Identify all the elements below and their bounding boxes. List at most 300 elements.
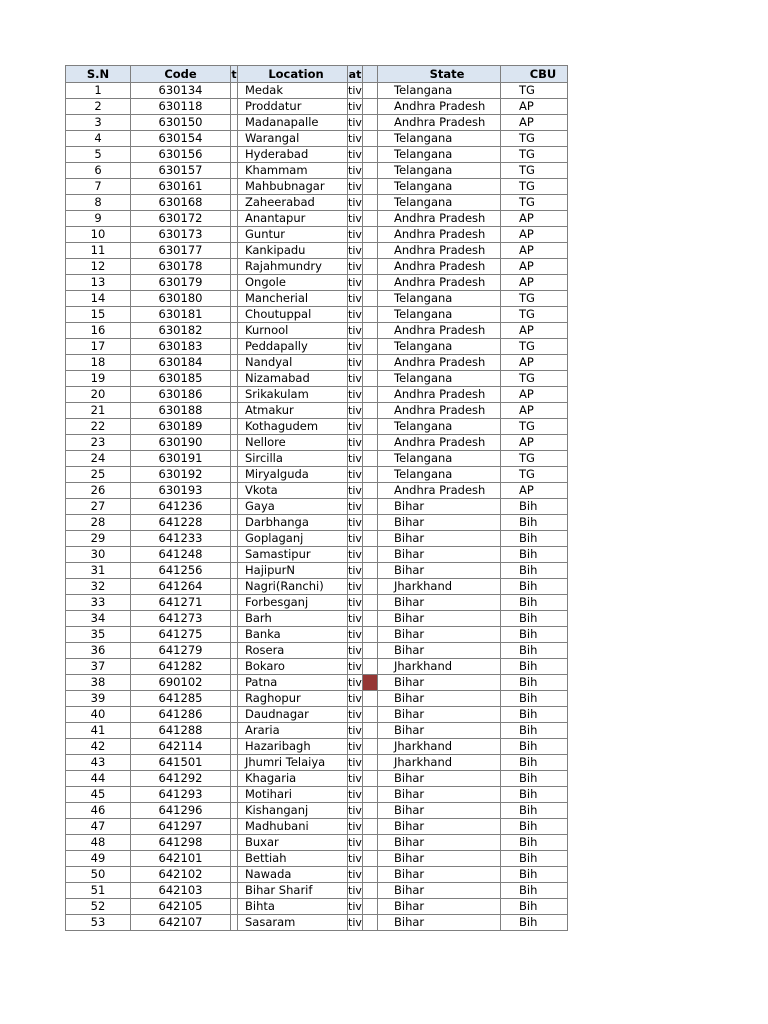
blank-cell[interactable]: [363, 419, 378, 435]
cbu-cell[interactable]: Bih: [501, 915, 568, 931]
header-location[interactable]: Location: [238, 66, 348, 83]
sn-cell[interactable]: 48: [66, 835, 131, 851]
status-cell[interactable]: tiv: [348, 340, 362, 353]
location-cell[interactable]: Goplaganj: [238, 531, 348, 547]
location-cell[interactable]: Nizamabad: [238, 371, 348, 387]
status-cell[interactable]: tiv: [348, 580, 362, 593]
location-cell[interactable]: Ongole: [238, 275, 348, 291]
blank-cell[interactable]: [363, 451, 378, 467]
state-cell[interactable]: Jharkhand: [378, 579, 501, 595]
code-cell[interactable]: 641286: [131, 707, 231, 723]
cbu-cell[interactable]: Bih: [501, 787, 568, 803]
location-cell[interactable]: Kothagudem: [238, 419, 348, 435]
code-cell[interactable]: 630192: [131, 467, 231, 483]
code-cell[interactable]: 630191: [131, 451, 231, 467]
state-cell[interactable]: Bihar: [378, 771, 501, 787]
hidden-cell[interactable]: [231, 179, 238, 195]
blank-cell[interactable]: [363, 259, 378, 275]
code-cell[interactable]: 630186: [131, 387, 231, 403]
code-cell[interactable]: 642114: [131, 739, 231, 755]
hidden-cell[interactable]: [231, 291, 238, 307]
code-cell[interactable]: 630184: [131, 355, 231, 371]
state-cell[interactable]: Telangana: [378, 419, 501, 435]
blank-cell[interactable]: [363, 739, 378, 755]
blank-cell[interactable]: [363, 99, 378, 115]
status-cell[interactable]: tiv: [348, 676, 362, 689]
blank-cell[interactable]: [363, 723, 378, 739]
status-cell[interactable]: tiv: [348, 484, 362, 497]
state-cell[interactable]: Jharkhand: [378, 739, 501, 755]
sn-cell[interactable]: 35: [66, 627, 131, 643]
cbu-cell[interactable]: AP: [501, 275, 568, 291]
state-cell[interactable]: Bihar: [378, 867, 501, 883]
sn-cell[interactable]: 28: [66, 515, 131, 531]
hidden-cell[interactable]: [231, 851, 238, 867]
sn-cell[interactable]: 9: [66, 211, 131, 227]
status-cell[interactable]: tiv: [348, 148, 362, 161]
code-cell[interactable]: 630150: [131, 115, 231, 131]
blank-cell[interactable]: [363, 147, 378, 163]
state-cell[interactable]: Telangana: [378, 163, 501, 179]
sn-cell[interactable]: 2: [66, 99, 131, 115]
state-cell[interactable]: Andhra Pradesh: [378, 211, 501, 227]
blank-cell[interactable]: [363, 355, 378, 371]
sn-cell[interactable]: 1: [66, 83, 131, 99]
hidden-cell[interactable]: [231, 259, 238, 275]
hidden-cell[interactable]: [231, 835, 238, 851]
state-cell[interactable]: Bihar: [378, 515, 501, 531]
state-cell[interactable]: Andhra Pradesh: [378, 115, 501, 131]
blank-cell[interactable]: [363, 499, 378, 515]
hidden-cell[interactable]: [231, 515, 238, 531]
blank-cell[interactable]: [363, 835, 378, 851]
cbu-cell[interactable]: Bih: [501, 659, 568, 675]
code-cell[interactable]: 641248: [131, 547, 231, 563]
cbu-cell[interactable]: Bih: [501, 595, 568, 611]
location-cell[interactable]: Rajahmundry: [238, 259, 348, 275]
state-cell[interactable]: Bihar: [378, 723, 501, 739]
status-cell[interactable]: tiv: [348, 500, 362, 513]
hidden-cell[interactable]: [231, 627, 238, 643]
code-cell[interactable]: 630181: [131, 307, 231, 323]
hidden-cell[interactable]: [231, 691, 238, 707]
status-cell[interactable]: tiv: [348, 372, 362, 385]
location-cell[interactable]: Sasaram: [238, 915, 348, 931]
state-cell[interactable]: Bihar: [378, 531, 501, 547]
location-cell[interactable]: HajipurN: [238, 563, 348, 579]
code-cell[interactable]: 630189: [131, 419, 231, 435]
code-cell[interactable]: 641233: [131, 531, 231, 547]
sn-cell[interactable]: 24: [66, 451, 131, 467]
sn-cell[interactable]: 43: [66, 755, 131, 771]
blank-cell[interactable]: [363, 563, 378, 579]
location-cell[interactable]: Bokaro: [238, 659, 348, 675]
hidden-cell[interactable]: [231, 899, 238, 915]
cbu-cell[interactable]: Bih: [501, 723, 568, 739]
status-cell[interactable]: tiv: [348, 436, 362, 449]
cbu-cell[interactable]: Bih: [501, 643, 568, 659]
location-cell[interactable]: Nagri(Ranchi): [238, 579, 348, 595]
location-cell[interactable]: Gaya: [238, 499, 348, 515]
cbu-cell[interactable]: Bih: [501, 819, 568, 835]
code-cell[interactable]: 630161: [131, 179, 231, 195]
state-cell[interactable]: Bihar: [378, 851, 501, 867]
code-cell[interactable]: 642101: [131, 851, 231, 867]
hidden-cell[interactable]: [231, 867, 238, 883]
state-cell[interactable]: Andhra Pradesh: [378, 483, 501, 499]
blank-cell[interactable]: [363, 771, 378, 787]
status-cell[interactable]: tiv: [348, 788, 362, 801]
state-cell[interactable]: Telangana: [378, 307, 501, 323]
code-cell[interactable]: 642105: [131, 899, 231, 915]
header-blank-column[interactable]: [363, 66, 378, 83]
cbu-cell[interactable]: Bih: [501, 739, 568, 755]
code-cell[interactable]: 630193: [131, 483, 231, 499]
status-cell[interactable]: tiv: [348, 532, 362, 545]
location-cell[interactable]: Atmakur: [238, 403, 348, 419]
state-cell[interactable]: Bihar: [378, 547, 501, 563]
hidden-cell[interactable]: [231, 163, 238, 179]
blank-cell[interactable]: [363, 707, 378, 723]
hidden-cell[interactable]: [231, 579, 238, 595]
code-cell[interactable]: 641293: [131, 787, 231, 803]
hidden-cell[interactable]: [231, 419, 238, 435]
status-cell[interactable]: tiv: [348, 884, 362, 897]
status-cell[interactable]: tiv: [348, 356, 362, 369]
sn-cell[interactable]: 5: [66, 147, 131, 163]
code-cell[interactable]: 630190: [131, 435, 231, 451]
cbu-cell[interactable]: Bih: [501, 499, 568, 515]
hidden-cell[interactable]: [231, 739, 238, 755]
status-cell[interactable]: tiv: [348, 756, 362, 769]
cbu-cell[interactable]: Bih: [501, 755, 568, 771]
state-cell[interactable]: Bihar: [378, 707, 501, 723]
status-cell[interactable]: tiv: [348, 516, 362, 529]
blank-cell[interactable]: [363, 883, 378, 899]
state-cell[interactable]: Telangana: [378, 371, 501, 387]
location-cell[interactable]: Bihar Sharif: [238, 883, 348, 899]
location-cell[interactable]: Jhumri Telaiya: [238, 755, 348, 771]
hidden-cell[interactable]: [231, 563, 238, 579]
sn-cell[interactable]: 29: [66, 531, 131, 547]
location-cell[interactable]: Srikakulam: [238, 387, 348, 403]
blank-cell[interactable]: [363, 339, 378, 355]
state-cell[interactable]: Andhra Pradesh: [378, 259, 501, 275]
hidden-cell[interactable]: [231, 787, 238, 803]
code-cell[interactable]: 630177: [131, 243, 231, 259]
status-cell[interactable]: tiv: [348, 868, 362, 881]
state-cell[interactable]: Bihar: [378, 915, 501, 931]
cbu-cell[interactable]: AP: [501, 99, 568, 115]
location-cell[interactable]: Kurnool: [238, 323, 348, 339]
cbu-cell[interactable]: AP: [501, 259, 568, 275]
state-cell[interactable]: Andhra Pradesh: [378, 275, 501, 291]
sn-cell[interactable]: 31: [66, 563, 131, 579]
hidden-cell[interactable]: [231, 531, 238, 547]
code-cell[interactable]: 630179: [131, 275, 231, 291]
hidden-cell[interactable]: [231, 659, 238, 675]
hidden-cell[interactable]: [231, 723, 238, 739]
location-cell[interactable]: Buxar: [238, 835, 348, 851]
cbu-cell[interactable]: Bih: [501, 563, 568, 579]
status-cell[interactable]: tiv: [348, 804, 362, 817]
sn-cell[interactable]: 32: [66, 579, 131, 595]
hidden-cell[interactable]: [231, 883, 238, 899]
status-cell[interactable]: tiv: [348, 180, 362, 193]
sn-cell[interactable]: 53: [66, 915, 131, 931]
cbu-cell[interactable]: AP: [501, 243, 568, 259]
location-cell[interactable]: Nawada: [238, 867, 348, 883]
blank-cell[interactable]: [363, 435, 378, 451]
cbu-cell[interactable]: Bih: [501, 531, 568, 547]
blank-cell[interactable]: [363, 755, 378, 771]
cbu-cell[interactable]: Bih: [501, 867, 568, 883]
cbu-cell[interactable]: Bih: [501, 803, 568, 819]
state-cell[interactable]: Bihar: [378, 675, 501, 691]
blank-cell[interactable]: [363, 787, 378, 803]
status-cell[interactable]: tiv: [348, 724, 362, 737]
cbu-cell[interactable]: AP: [501, 435, 568, 451]
sn-cell[interactable]: 42: [66, 739, 131, 755]
blank-cell[interactable]: [363, 291, 378, 307]
cbu-cell[interactable]: TG: [501, 451, 568, 467]
status-cell[interactable]: tiv: [348, 916, 362, 929]
location-cell[interactable]: Choutuppal: [238, 307, 348, 323]
code-cell[interactable]: 630154: [131, 131, 231, 147]
cbu-cell[interactable]: Bih: [501, 611, 568, 627]
state-cell[interactable]: Bihar: [378, 883, 501, 899]
state-cell[interactable]: Bihar: [378, 499, 501, 515]
cbu-cell[interactable]: AP: [501, 115, 568, 131]
state-cell[interactable]: Bihar: [378, 691, 501, 707]
hidden-cell[interactable]: [231, 131, 238, 147]
hidden-cell[interactable]: [231, 387, 238, 403]
state-cell[interactable]: Bihar: [378, 595, 501, 611]
location-cell[interactable]: Vkota: [238, 483, 348, 499]
hidden-cell[interactable]: [231, 275, 238, 291]
sn-cell[interactable]: 30: [66, 547, 131, 563]
status-cell[interactable]: tiv: [348, 324, 362, 337]
status-cell[interactable]: tiv: [348, 692, 362, 705]
sn-cell[interactable]: 16: [66, 323, 131, 339]
status-cell[interactable]: tiv: [348, 468, 362, 481]
code-cell[interactable]: 690102: [131, 675, 231, 691]
state-cell[interactable]: Andhra Pradesh: [378, 403, 501, 419]
cbu-cell[interactable]: AP: [501, 403, 568, 419]
sn-cell[interactable]: 40: [66, 707, 131, 723]
header-state[interactable]: State: [378, 66, 501, 83]
sn-cell[interactable]: 36: [66, 643, 131, 659]
hidden-cell[interactable]: [231, 803, 238, 819]
location-cell[interactable]: Khammam: [238, 163, 348, 179]
status-cell[interactable]: tiv: [348, 900, 362, 913]
state-cell[interactable]: Telangana: [378, 339, 501, 355]
code-cell[interactable]: 641296: [131, 803, 231, 819]
hidden-cell[interactable]: [231, 115, 238, 131]
location-cell[interactable]: Forbesganj: [238, 595, 348, 611]
sn-cell[interactable]: 22: [66, 419, 131, 435]
location-cell[interactable]: Araria: [238, 723, 348, 739]
hidden-cell[interactable]: [231, 83, 238, 99]
hidden-cell[interactable]: [231, 403, 238, 419]
status-cell[interactable]: tiv: [348, 100, 362, 113]
blank-cell[interactable]: [363, 115, 378, 131]
status-cell[interactable]: tiv: [348, 596, 362, 609]
status-cell[interactable]: tiv: [348, 708, 362, 721]
hidden-cell[interactable]: [231, 707, 238, 723]
state-cell[interactable]: Bihar: [378, 803, 501, 819]
blank-cell[interactable]: [363, 323, 378, 339]
location-cell[interactable]: Hazaribagh: [238, 739, 348, 755]
state-cell[interactable]: Bihar: [378, 819, 501, 835]
blank-cell[interactable]: [363, 227, 378, 243]
cbu-cell[interactable]: TG: [501, 195, 568, 211]
state-cell[interactable]: Andhra Pradesh: [378, 323, 501, 339]
blank-cell[interactable]: [363, 579, 378, 595]
status-cell[interactable]: tiv: [348, 388, 362, 401]
cbu-cell[interactable]: TG: [501, 179, 568, 195]
state-cell[interactable]: Telangana: [378, 83, 501, 99]
cbu-cell[interactable]: TG: [501, 419, 568, 435]
blank-cell[interactable]: [363, 595, 378, 611]
sn-cell[interactable]: 52: [66, 899, 131, 915]
status-cell[interactable]: tiv: [348, 292, 362, 305]
status-cell[interactable]: tiv: [348, 244, 362, 257]
code-cell[interactable]: 642103: [131, 883, 231, 899]
state-cell[interactable]: Andhra Pradesh: [378, 243, 501, 259]
status-cell[interactable]: tiv: [348, 660, 362, 673]
sn-cell[interactable]: 44: [66, 771, 131, 787]
sn-cell[interactable]: 37: [66, 659, 131, 675]
blank-cell[interactable]: [363, 915, 378, 931]
location-cell[interactable]: Banka: [238, 627, 348, 643]
hidden-cell[interactable]: [231, 147, 238, 163]
blank-cell[interactable]: [363, 275, 378, 291]
code-cell[interactable]: 630185: [131, 371, 231, 387]
cbu-cell[interactable]: Bih: [501, 515, 568, 531]
code-cell[interactable]: 641271: [131, 595, 231, 611]
blank-cell[interactable]: [363, 867, 378, 883]
cbu-cell[interactable]: Bih: [501, 627, 568, 643]
location-cell[interactable]: Daudnagar: [238, 707, 348, 723]
code-cell[interactable]: 641288: [131, 723, 231, 739]
sn-cell[interactable]: 6: [66, 163, 131, 179]
hidden-cell[interactable]: [231, 211, 238, 227]
code-cell[interactable]: 641273: [131, 611, 231, 627]
location-cell[interactable]: Anantapur: [238, 211, 348, 227]
code-cell[interactable]: 641275: [131, 627, 231, 643]
status-cell[interactable]: tiv: [348, 644, 362, 657]
location-cell[interactable]: Nandyal: [238, 355, 348, 371]
blank-cell[interactable]: [363, 83, 378, 99]
sn-cell[interactable]: 3: [66, 115, 131, 131]
status-cell[interactable]: tiv: [348, 164, 362, 177]
code-cell[interactable]: 630172: [131, 211, 231, 227]
status-cell[interactable]: tiv: [348, 612, 362, 625]
status-cell[interactable]: tiv: [348, 836, 362, 849]
blank-cell[interactable]: [363, 243, 378, 259]
location-cell[interactable]: Sircilla: [238, 451, 348, 467]
header-cbu[interactable]: CBU: [501, 66, 568, 83]
cbu-cell[interactable]: AP: [501, 323, 568, 339]
blank-cell[interactable]: [363, 899, 378, 915]
hidden-cell[interactable]: [231, 435, 238, 451]
cbu-cell[interactable]: AP: [501, 355, 568, 371]
blank-cell[interactable]: [363, 387, 378, 403]
location-cell[interactable]: Barh: [238, 611, 348, 627]
cbu-cell[interactable]: Bih: [501, 851, 568, 867]
cbu-cell[interactable]: AP: [501, 387, 568, 403]
location-cell[interactable]: Madanapalle: [238, 115, 348, 131]
cbu-cell[interactable]: TG: [501, 163, 568, 179]
code-cell[interactable]: 641298: [131, 835, 231, 851]
hidden-cell[interactable]: [231, 483, 238, 499]
location-cell[interactable]: Mancherial: [238, 291, 348, 307]
location-cell[interactable]: Zaheerabad: [238, 195, 348, 211]
status-cell[interactable]: tiv: [348, 260, 362, 273]
status-cell[interactable]: tiv: [348, 852, 362, 865]
location-cell[interactable]: Guntur: [238, 227, 348, 243]
location-cell[interactable]: Khagaria: [238, 771, 348, 787]
code-cell[interactable]: 641501: [131, 755, 231, 771]
sn-cell[interactable]: 51: [66, 883, 131, 899]
code-cell[interactable]: 630168: [131, 195, 231, 211]
location-cell[interactable]: Bihta: [238, 899, 348, 915]
location-cell[interactable]: Samastipur: [238, 547, 348, 563]
blank-cell[interactable]: [363, 467, 378, 483]
location-cell[interactable]: Kishanganj: [238, 803, 348, 819]
location-cell[interactable]: Raghopur: [238, 691, 348, 707]
code-cell[interactable]: 641297: [131, 819, 231, 835]
sn-cell[interactable]: 26: [66, 483, 131, 499]
status-cell[interactable]: tiv: [348, 548, 362, 561]
state-cell[interactable]: Andhra Pradesh: [378, 227, 501, 243]
state-cell[interactable]: Bihar: [378, 643, 501, 659]
blank-cell[interactable]: [363, 643, 378, 659]
state-cell[interactable]: Telangana: [378, 147, 501, 163]
status-cell[interactable]: tiv: [348, 628, 362, 641]
code-cell[interactable]: 641264: [131, 579, 231, 595]
blank-cell[interactable]: [363, 531, 378, 547]
sn-cell[interactable]: 23: [66, 435, 131, 451]
sn-cell[interactable]: 11: [66, 243, 131, 259]
cbu-cell[interactable]: Bih: [501, 835, 568, 851]
sn-cell[interactable]: 17: [66, 339, 131, 355]
sn-cell[interactable]: 15: [66, 307, 131, 323]
sn-cell[interactable]: 45: [66, 787, 131, 803]
state-cell[interactable]: Bihar: [378, 627, 501, 643]
state-cell[interactable]: Jharkhand: [378, 659, 501, 675]
cbu-cell[interactable]: Bih: [501, 771, 568, 787]
cbu-cell[interactable]: TG: [501, 467, 568, 483]
status-cell[interactable]: tiv: [348, 740, 362, 753]
hidden-cell[interactable]: [231, 643, 238, 659]
hidden-cell[interactable]: [231, 323, 238, 339]
cbu-cell[interactable]: TG: [501, 339, 568, 355]
state-cell[interactable]: Jharkhand: [378, 755, 501, 771]
blank-cell[interactable]: [363, 691, 378, 707]
hidden-cell[interactable]: [231, 611, 238, 627]
cbu-cell[interactable]: TG: [501, 291, 568, 307]
location-cell[interactable]: Nellore: [238, 435, 348, 451]
location-cell[interactable]: Warangal: [238, 131, 348, 147]
sn-cell[interactable]: 47: [66, 819, 131, 835]
cbu-cell[interactable]: Bih: [501, 707, 568, 723]
blank-cell[interactable]: [363, 659, 378, 675]
sn-cell[interactable]: 27: [66, 499, 131, 515]
code-cell[interactable]: 641285: [131, 691, 231, 707]
hidden-cell[interactable]: [231, 307, 238, 323]
